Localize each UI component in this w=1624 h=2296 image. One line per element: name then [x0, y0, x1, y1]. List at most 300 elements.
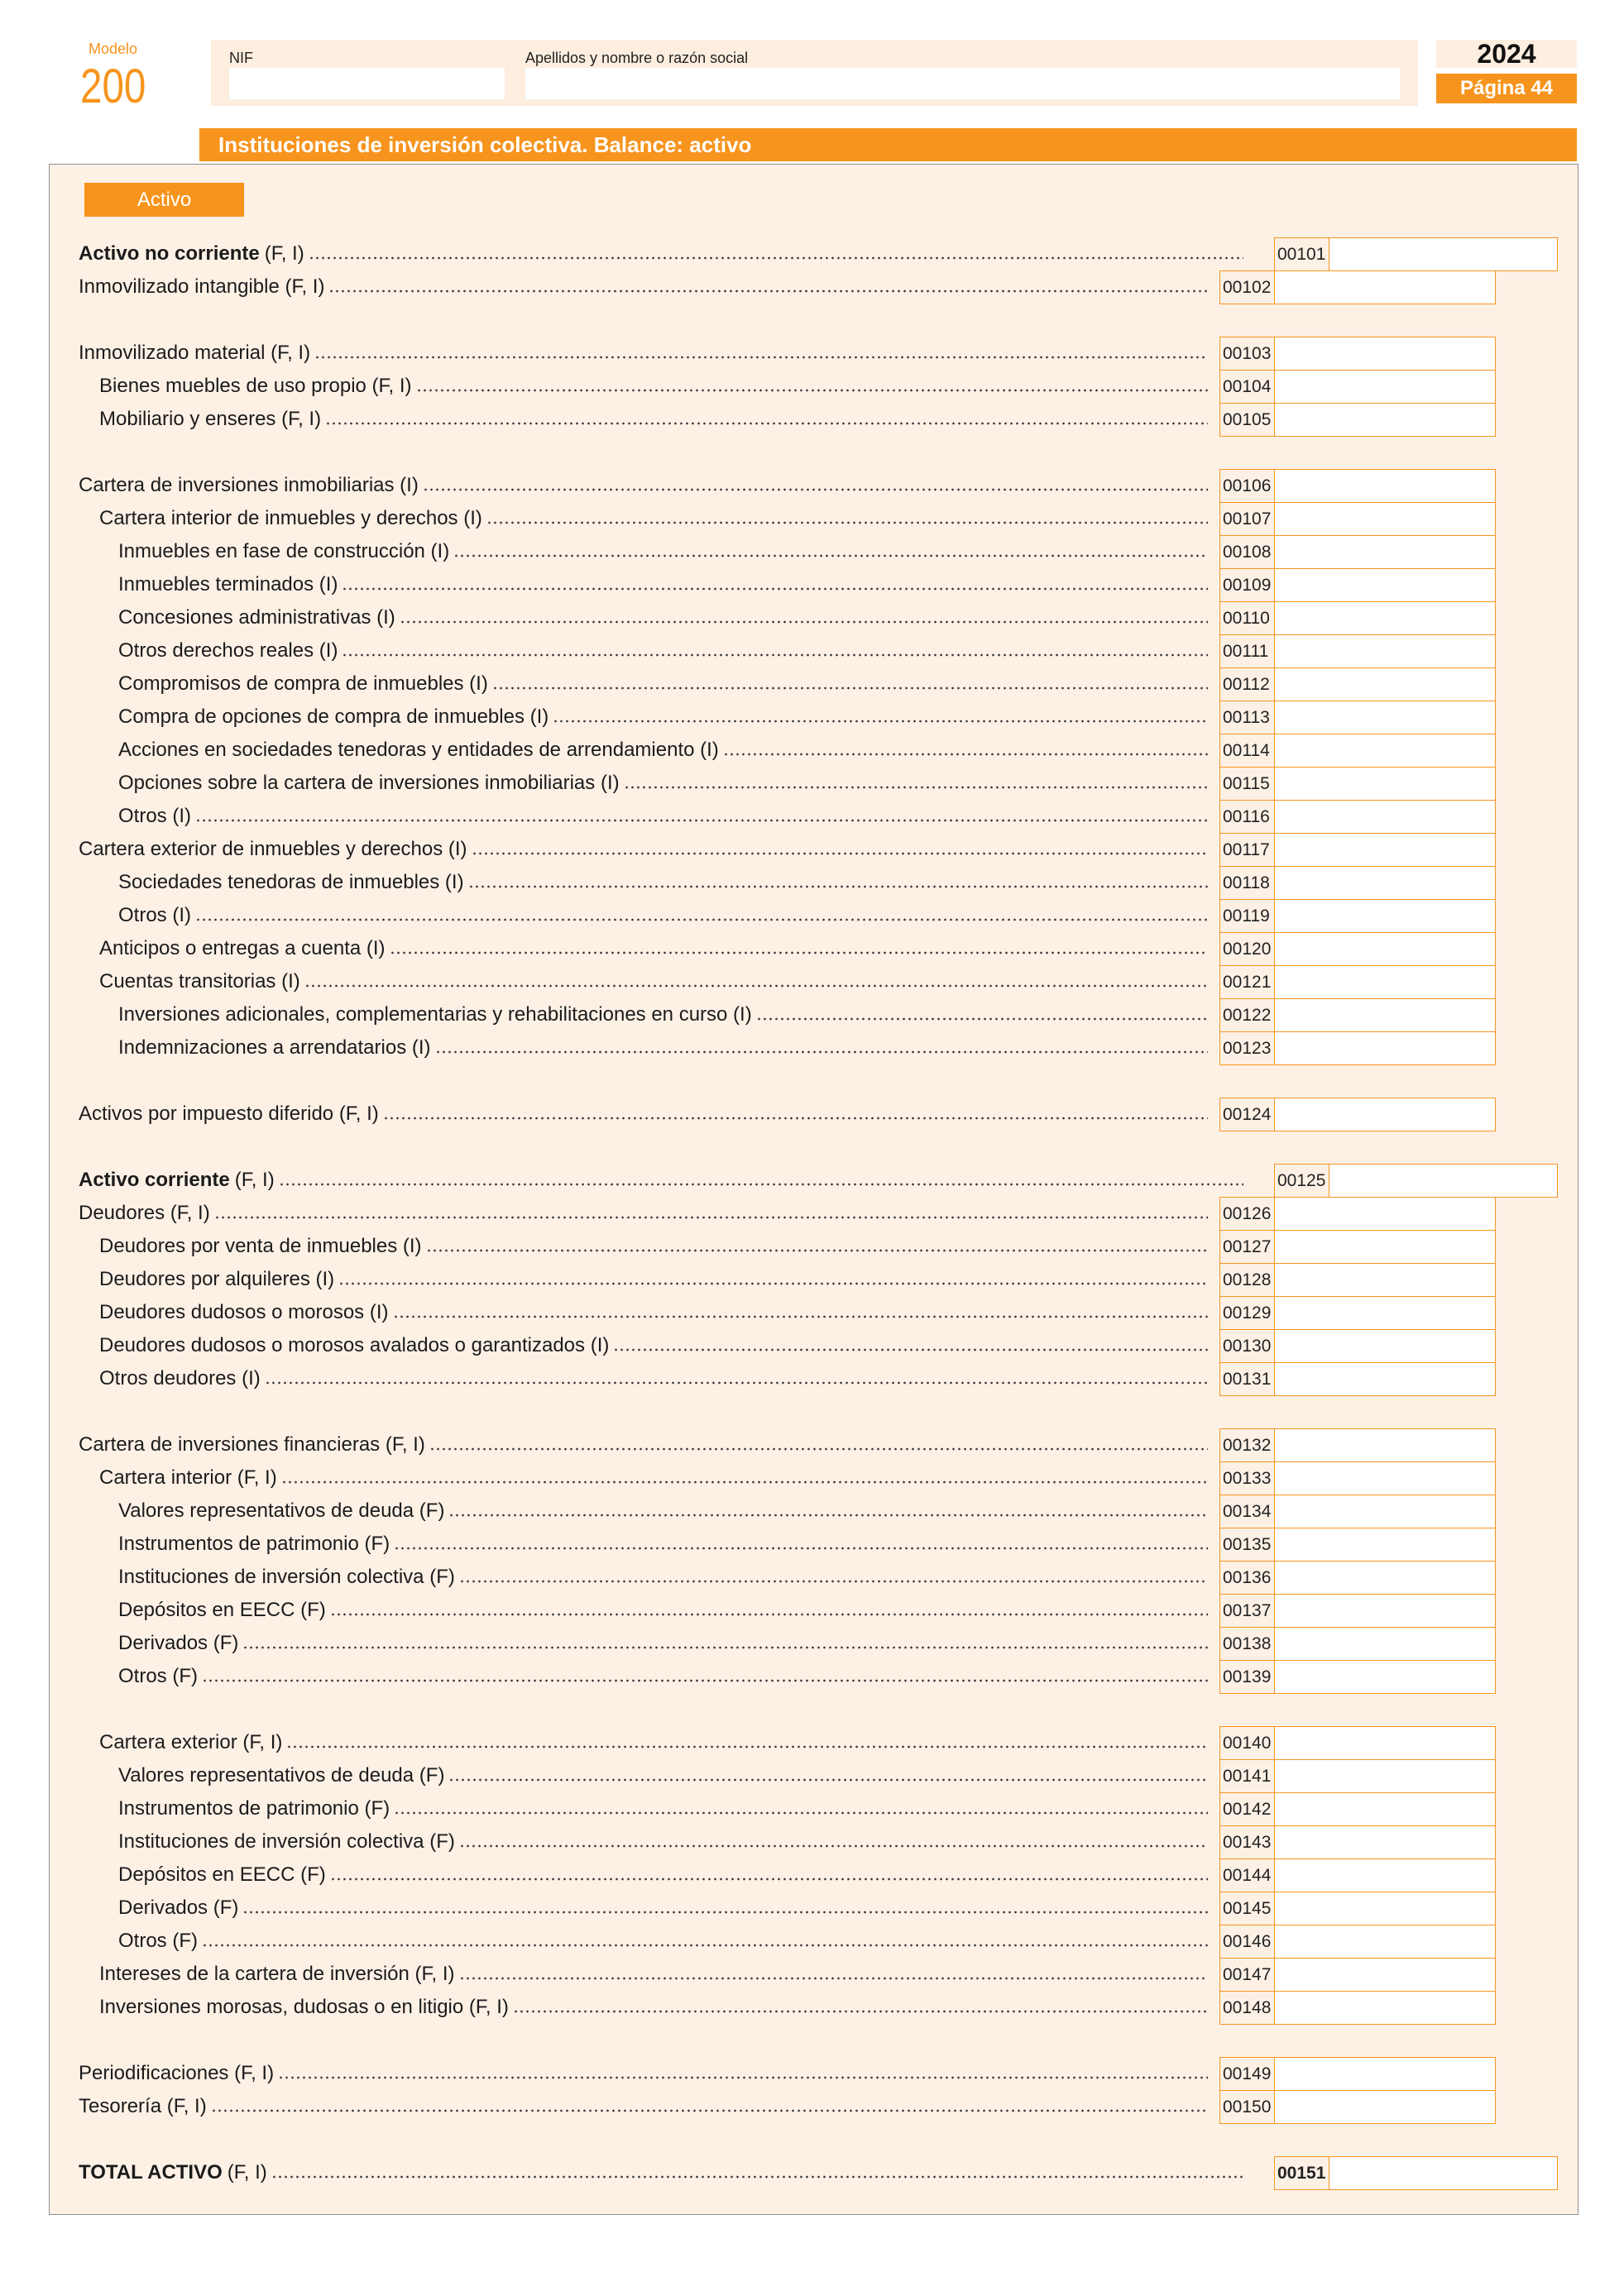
balance-row-00143 [0, 1825, 1624, 1858]
section-title: Instituciones de inversión colectiva. Balance: activo [218, 132, 752, 157]
row-text [99, 1230, 1208, 1263]
row-label: Sociedades tenedoras de inmuebles (I) [118, 871, 464, 893]
row-code: 00105 [1219, 403, 1275, 437]
row-label: Deudores por venta de inmuebles (I) [99, 1235, 422, 1257]
row-text [118, 1825, 1208, 1858]
row-label: Concesiones administrativas (I) [118, 606, 395, 629]
balance-row-00113 [0, 701, 1624, 734]
row-code: 00127 [1219, 1230, 1275, 1264]
row-code: 00129 [1219, 1296, 1275, 1330]
row-code: 00118 [1219, 866, 1275, 900]
row-text [79, 237, 1243, 270]
leader-dots [723, 753, 1208, 756]
row-label: Instrumentos de patrimonio (F) [118, 1533, 390, 1555]
row-code: 00114 [1219, 734, 1275, 768]
nif-label: NIF [229, 50, 253, 66]
balance-row-00136 [0, 1561, 1624, 1594]
row-code: 00138 [1219, 1627, 1275, 1661]
row-text [79, 1197, 1208, 1230]
row-label: Cartera exterior de inmuebles y derechos (I) [79, 838, 467, 860]
row-qualifier: (F, I) [234, 1169, 275, 1191]
row-label: Activos por impuesto diferido (F, I) [79, 1103, 379, 1125]
amount-input-00131[interactable] [1274, 1362, 1496, 1396]
row-label: Cartera de inversiones financieras (F, I) [79, 1433, 425, 1456]
balance-row-00104 [0, 370, 1624, 403]
amount-input-00112[interactable] [1274, 667, 1496, 701]
amount-input-00149[interactable] [1274, 2057, 1496, 2091]
row-text [118, 866, 1208, 899]
leader-dots [513, 2010, 1208, 2013]
balance-row-00140 [0, 1726, 1624, 1759]
row-text [79, 337, 1208, 370]
nif-input[interactable] [229, 68, 505, 99]
row-label: Intereses de la cartera de inversión (F, I) [99, 1963, 455, 1985]
leader-dots [492, 686, 1208, 690]
balance-row-00111 [0, 634, 1624, 667]
amount-input-00128[interactable] [1274, 1263, 1496, 1297]
row-label: Depósitos en EECC (F) [118, 1599, 326, 1621]
balance-row-00127 [0, 1230, 1624, 1263]
row-code: 00148 [1219, 1991, 1275, 2025]
row-code: 00116 [1219, 800, 1275, 834]
leader-dots [309, 256, 1243, 260]
row-text [79, 2090, 1208, 2123]
amount-input-00127[interactable] [1274, 1230, 1496, 1264]
row-text [118, 667, 1208, 701]
row-text [99, 1362, 1208, 1395]
leader-dots [459, 1844, 1208, 1848]
leader-dots [756, 1017, 1208, 1021]
row-label: TOTAL ACTIVO [79, 2161, 223, 2184]
balance-row-00151 [0, 2156, 1624, 2189]
leader-dots [265, 1381, 1208, 1385]
row-text [99, 370, 1208, 403]
modelo-number: 200 [80, 60, 146, 113]
leader-dots [342, 587, 1208, 591]
row-code: 00150 [1219, 2090, 1275, 2124]
amount-input-00111[interactable] [1274, 634, 1496, 668]
amount-input-00151[interactable] [1329, 2156, 1558, 2190]
amount-input-00142[interactable] [1274, 1792, 1496, 1826]
row-text [118, 1495, 1208, 1528]
leader-dots [304, 984, 1208, 988]
amount-input-00140[interactable] [1274, 1726, 1496, 1760]
amount-input-00114[interactable] [1274, 734, 1496, 768]
row-label: Valores representativos de deuda (F) [118, 1764, 445, 1787]
row-code: 00110 [1219, 601, 1275, 635]
balance-row-00110 [0, 601, 1624, 634]
balance-row-00122 [0, 998, 1624, 1031]
leader-dots [281, 1480, 1208, 1484]
row-label: Inversiones morosas, dudosas o en litigio (F, I) [99, 1996, 509, 2018]
row-code: 00145 [1219, 1892, 1275, 1925]
row-text [79, 469, 1208, 502]
row-code: 00101 [1274, 237, 1329, 271]
leader-dots [429, 1447, 1208, 1451]
row-code: 00115 [1219, 767, 1275, 801]
row-text [118, 1528, 1208, 1561]
amount-input-00134[interactable] [1274, 1495, 1496, 1528]
leader-dots [448, 1778, 1208, 1782]
balance-row-00115 [0, 767, 1624, 800]
section-title-bar [199, 128, 1577, 161]
row-text [99, 1461, 1208, 1495]
row-label: Derivados (F) [118, 1632, 239, 1654]
row-text [79, 1164, 1243, 1197]
row-label: Mobiliario y enseres (F, I) [99, 408, 322, 430]
row-text [118, 734, 1208, 767]
row-code: 00124 [1219, 1098, 1275, 1131]
leader-dots [202, 1944, 1208, 1947]
row-label: Activo corriente [79, 1169, 230, 1191]
name-label: Apellidos y nombre o razón social [525, 50, 749, 66]
row-label: Tesorería (F, I) [79, 2095, 207, 2117]
row-text [118, 1892, 1208, 1925]
leader-dots [426, 1249, 1208, 1252]
leader-dots [342, 653, 1208, 657]
row-label: Compra de opciones de compra de inmuebles (I) [118, 706, 549, 728]
balance-row-00150 [0, 2090, 1624, 2123]
row-code: 00111 [1219, 634, 1275, 668]
row-code: 00123 [1219, 1031, 1275, 1065]
leader-dots [416, 389, 1208, 392]
row-code: 00128 [1219, 1263, 1275, 1297]
amount-input-00108[interactable] [1274, 535, 1496, 569]
balance-row-00103 [0, 337, 1624, 370]
balance-row-00105 [0, 403, 1624, 436]
row-text [99, 932, 1208, 965]
row-code: 00151 [1274, 2156, 1329, 2190]
leader-dots [330, 1877, 1208, 1881]
leader-dots [195, 918, 1208, 921]
row-label: Inversiones adicionales, complementarias y rehabilitaciones en curso (I) [118, 1003, 752, 1026]
leader-dots [383, 1117, 1208, 1120]
row-code: 00126 [1219, 1197, 1275, 1231]
leader-dots [338, 1282, 1208, 1285]
balance-row-00132 [0, 1428, 1624, 1461]
amount-input-00126[interactable] [1274, 1197, 1496, 1231]
amount-input-00118[interactable] [1274, 866, 1496, 900]
balance-row-00116 [0, 800, 1624, 833]
row-text [118, 1627, 1208, 1660]
amount-input-00124[interactable] [1274, 1098, 1496, 1131]
row-label: Inmuebles terminados (I) [118, 573, 338, 596]
amount-input-00144[interactable] [1274, 1858, 1496, 1892]
modelo-label: Modelo [89, 41, 138, 57]
leader-dots [472, 852, 1208, 855]
row-code: 00132 [1219, 1428, 1275, 1462]
amount-input-00113[interactable] [1274, 701, 1496, 734]
leader-dots [242, 1646, 1208, 1649]
row-text [99, 1958, 1208, 1991]
row-text [99, 1726, 1208, 1759]
row-label: Deudores dudosos o morosos (I) [99, 1301, 389, 1323]
amount-input-00117[interactable] [1274, 833, 1496, 867]
row-label: Otros deudores (I) [99, 1367, 261, 1390]
row-label: Cartera interior (F, I) [99, 1466, 277, 1489]
row-text [79, 833, 1208, 866]
balance-row-00135 [0, 1528, 1624, 1561]
amount-input-00136[interactable] [1274, 1561, 1496, 1595]
row-text [99, 1991, 1208, 2024]
balance-row-00120 [0, 932, 1624, 965]
row-code: 00143 [1219, 1825, 1275, 1859]
balance-row-00101 [0, 237, 1624, 270]
amount-input-00103[interactable] [1274, 337, 1496, 371]
leader-dots [448, 1514, 1208, 1517]
leader-dots [624, 786, 1208, 789]
row-text [79, 2156, 1243, 2189]
balance-row-00118 [0, 866, 1624, 899]
row-code: 00122 [1219, 998, 1275, 1032]
balance-row-00109 [0, 568, 1624, 601]
row-label: Instituciones de inversión colectiva (F) [118, 1566, 455, 1588]
row-code: 00106 [1219, 469, 1275, 503]
row-code: 00137 [1219, 1594, 1275, 1628]
row-text [99, 502, 1208, 535]
row-text [118, 1660, 1208, 1693]
row-code: 00147 [1219, 1958, 1275, 1992]
balance-row-00141 [0, 1759, 1624, 1792]
leader-dots [486, 521, 1208, 524]
balance-row-00139 [0, 1660, 1624, 1693]
row-label: Opciones sobre la cartera de inversiones inmobiliarias (I) [118, 772, 620, 794]
row-code: 00140 [1219, 1726, 1275, 1760]
balance-row-00148 [0, 1991, 1624, 2024]
amount-input-00115[interactable] [1274, 767, 1496, 801]
amount-input-00145[interactable] [1274, 1892, 1496, 1925]
leader-dots [330, 1613, 1208, 1616]
row-text [118, 634, 1208, 667]
balance-row-00126 [0, 1197, 1624, 1230]
leader-dots [459, 1977, 1208, 1980]
leader-dots [202, 1679, 1208, 1682]
amount-input-00106[interactable] [1274, 469, 1496, 503]
balance-rows [0, 237, 1624, 2189]
row-label: Cartera interior de inmuebles y derechos (I) [99, 507, 482, 529]
row-code: 00113 [1219, 701, 1275, 734]
row-label: Anticipos o entregas a cuenta (I) [99, 937, 386, 959]
row-label: Bienes muebles de uso propio (F, I) [99, 375, 412, 397]
amount-input-00132[interactable] [1274, 1428, 1496, 1462]
leader-dots [271, 2175, 1243, 2179]
row-label: Depósitos en EECC (F) [118, 1863, 326, 1886]
row-code: 00119 [1219, 899, 1275, 933]
leader-dots [278, 2076, 1208, 2079]
amount-input-00148[interactable] [1274, 1991, 1496, 2025]
amount-input-00129[interactable] [1274, 1296, 1496, 1330]
row-qualifier: (F, I) [227, 2161, 267, 2184]
row-label: Otros (F) [118, 1930, 198, 1952]
amount-input-00147[interactable] [1274, 1958, 1496, 1992]
row-text [118, 601, 1208, 634]
leader-dots [195, 819, 1208, 822]
row-code: 00121 [1219, 965, 1275, 999]
leader-dots [394, 1547, 1208, 1550]
leader-dots [394, 1811, 1208, 1815]
balance-row-00125 [0, 1164, 1624, 1197]
amount-input-00116[interactable] [1274, 800, 1496, 834]
leader-dots [613, 1348, 1208, 1351]
amount-input-00104[interactable] [1274, 370, 1496, 404]
balance-row-00130 [0, 1329, 1624, 1362]
balance-row-00128 [0, 1263, 1624, 1296]
balance-row-00149 [0, 2057, 1624, 2090]
amount-input-00137[interactable] [1274, 1594, 1496, 1628]
row-text [79, 270, 1208, 304]
leader-dots [325, 422, 1208, 425]
row-code: 00144 [1219, 1858, 1275, 1892]
row-text [118, 1759, 1208, 1792]
amount-input-00143[interactable] [1274, 1825, 1496, 1859]
amount-input-00119[interactable] [1274, 899, 1496, 933]
row-label: Deudores (F, I) [79, 1202, 210, 1224]
row-text [79, 1428, 1208, 1461]
amount-input-00133[interactable] [1274, 1461, 1496, 1495]
row-label: Acciones en sociedades tenedoras y entidades de arrendamiento (I) [118, 739, 719, 761]
page-number-badge: Página 44 [1436, 74, 1577, 103]
row-label: Inmovilizado intangible (F, I) [79, 275, 325, 298]
leader-dots [459, 1580, 1208, 1583]
balance-row-00102 [0, 270, 1624, 304]
amount-input-00125[interactable] [1329, 1164, 1558, 1198]
balance-row-00121 [0, 965, 1624, 998]
row-text [118, 1792, 1208, 1825]
balance-row-00131 [0, 1362, 1624, 1395]
row-label: Cuentas transitorias (I) [99, 970, 300, 993]
row-code: 00107 [1219, 502, 1275, 536]
row-label: Indemnizaciones a arrendatarios (I) [118, 1036, 431, 1059]
amount-input-00138[interactable] [1274, 1627, 1496, 1661]
row-text [99, 965, 1208, 998]
row-label: Otros derechos reales (I) [118, 639, 338, 662]
row-code: 00120 [1219, 932, 1275, 966]
row-code: 00112 [1219, 667, 1275, 701]
balance-row-00129 [0, 1296, 1624, 1329]
row-label: Deudores dudosos o morosos avalados o garantizados (I) [99, 1334, 610, 1356]
leader-dots [435, 1050, 1208, 1054]
balance-row-00146 [0, 1925, 1624, 1958]
row-code: 00102 [1219, 270, 1275, 304]
row-label: Valores representativos de deuda (F) [118, 1500, 445, 1522]
row-code: 00146 [1219, 1925, 1275, 1959]
row-label: Periodificaciones (F, I) [79, 2062, 275, 2084]
leader-dots [400, 620, 1208, 624]
amount-input-00139[interactable] [1274, 1660, 1496, 1694]
row-text [99, 403, 1208, 436]
balance-row-00145 [0, 1892, 1624, 1925]
balance-row-00144 [0, 1858, 1624, 1892]
row-text [118, 1561, 1208, 1594]
balance-row-00123 [0, 1031, 1624, 1064]
row-text [99, 1329, 1208, 1362]
row-text [118, 800, 1208, 833]
leader-dots [211, 2109, 1208, 2112]
balance-row-00119 [0, 899, 1624, 932]
balance-row-00112 [0, 667, 1624, 701]
leader-dots [314, 356, 1208, 359]
leader-dots [242, 1911, 1208, 1914]
row-text [99, 1296, 1208, 1329]
balance-row-00147 [0, 1958, 1624, 1991]
amount-input-00121[interactable] [1274, 965, 1496, 999]
amount-input-00123[interactable] [1274, 1031, 1496, 1065]
balance-row-00108 [0, 535, 1624, 568]
amount-input-00130[interactable] [1274, 1329, 1496, 1363]
row-text [118, 1858, 1208, 1892]
row-qualifier: (F, I) [264, 242, 304, 265]
taxpayer-header [211, 40, 1418, 106]
row-code: 00117 [1219, 833, 1275, 867]
row-code: 00104 [1219, 370, 1275, 404]
leader-dots [468, 885, 1208, 888]
amount-input-00122[interactable] [1274, 998, 1496, 1032]
leader-dots [286, 1745, 1208, 1748]
row-label: Derivados (F) [118, 1897, 239, 1919]
row-label: Otros (I) [118, 805, 191, 827]
row-text [118, 1031, 1208, 1064]
row-text [118, 998, 1208, 1031]
row-text [79, 2057, 1208, 2090]
balance-row-00134 [0, 1495, 1624, 1528]
row-label: Deudores por alquileres (I) [99, 1268, 335, 1290]
row-label: Compromisos de compra de inmuebles (I) [118, 672, 488, 695]
balance-row-00137 [0, 1594, 1624, 1627]
amount-input-00105[interactable] [1274, 403, 1496, 437]
row-text [118, 1925, 1208, 1958]
row-code: 00136 [1219, 1561, 1275, 1595]
row-code: 00131 [1219, 1362, 1275, 1396]
amount-input-00101[interactable] [1329, 237, 1558, 271]
row-label: Otros (I) [118, 904, 191, 926]
fiscal-year: 2024 [1436, 40, 1577, 68]
row-code: 00103 [1219, 337, 1275, 371]
row-label: Activo no corriente [79, 242, 260, 265]
row-text [118, 767, 1208, 800]
leader-dots [279, 1183, 1243, 1186]
row-text [118, 1594, 1208, 1627]
balance-row-00114 [0, 734, 1624, 767]
balance-row-00117 [0, 833, 1624, 866]
row-code: 00149 [1219, 2057, 1275, 2091]
amount-input-00150[interactable] [1274, 2090, 1496, 2124]
leader-dots [453, 554, 1208, 557]
balance-row-00138 [0, 1627, 1624, 1660]
amount-input-00109[interactable] [1274, 568, 1496, 602]
amount-input-00102[interactable] [1274, 270, 1496, 304]
row-code: 00134 [1219, 1495, 1275, 1528]
balance-row-00142 [0, 1792, 1624, 1825]
row-text [118, 568, 1208, 601]
amount-input-00135[interactable] [1274, 1528, 1496, 1562]
amount-input-00107[interactable] [1274, 502, 1496, 536]
row-code: 00109 [1219, 568, 1275, 602]
leader-dots [390, 951, 1208, 954]
amount-input-00120[interactable] [1274, 932, 1496, 966]
row-code: 00141 [1219, 1759, 1275, 1793]
row-label: Instituciones de inversión colectiva (F) [118, 1830, 455, 1853]
name-input[interactable] [525, 68, 1400, 99]
balance-row-00124 [0, 1098, 1624, 1131]
leader-dots [423, 488, 1208, 491]
row-label: Cartera de inversiones inmobiliarias (I) [79, 474, 419, 496]
row-text [118, 701, 1208, 734]
row-code: 00130 [1219, 1329, 1275, 1363]
amount-input-00141[interactable] [1274, 1759, 1496, 1793]
amount-input-00110[interactable] [1274, 601, 1496, 635]
row-code: 00142 [1219, 1792, 1275, 1826]
amount-input-00146[interactable] [1274, 1925, 1496, 1959]
